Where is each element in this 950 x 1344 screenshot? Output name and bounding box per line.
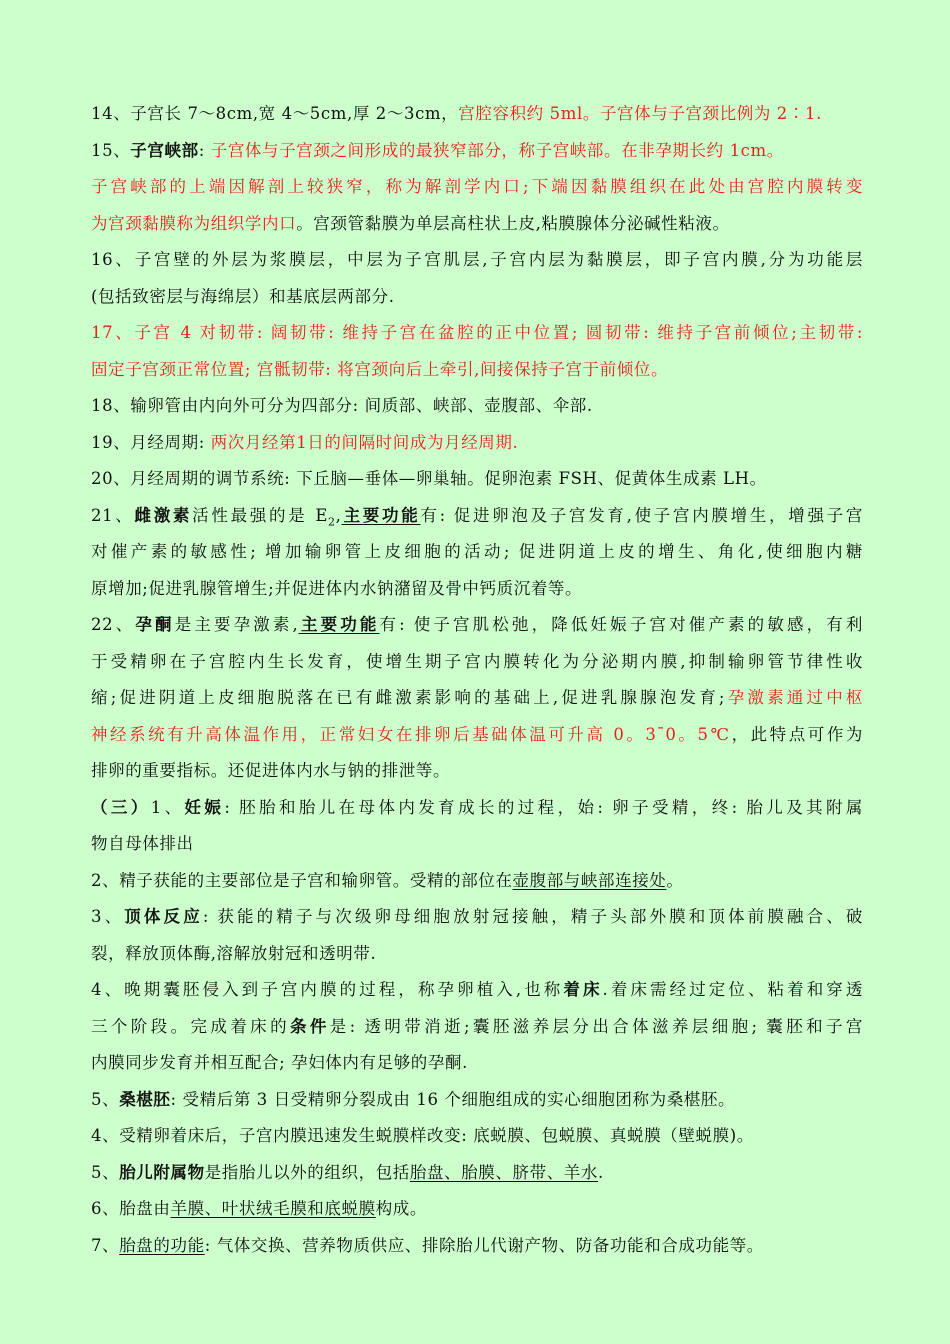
text-segment: (包括致密层与海绵层）和基底层两部分. [91, 286, 395, 306]
text-segment: 活性最强的是 E [192, 505, 329, 525]
text-segment: 18、输卵管由内向外可分为四部分: 间质部、峡部、壶腹部、伞部. [91, 396, 593, 415]
text-segment: 排卵的重要指标。还促进体内水与钠的排泄等。 [91, 761, 451, 780]
text-line [91, 1045, 863, 1082]
text-line [91, 790, 863, 827]
text-segment: 三个阶段。完成着床的 [91, 1016, 290, 1036]
text-segment: 是指胎儿以外的组织，包括 [204, 1162, 410, 1182]
text-line [91, 352, 863, 389]
text-line [91, 863, 863, 900]
text-line [91, 1009, 863, 1046]
text-line [91, 936, 863, 973]
highlighted-text: 两次月经第1日的间隔时间成为月经周期. [210, 432, 519, 452]
text-line [91, 1191, 863, 1228]
text-segment: 7、 [91, 1235, 120, 1255]
text-line [91, 279, 863, 316]
term-heading: 雌激素 [134, 505, 193, 525]
text-segment: 胎盘、胎膜、脐带、羊水 [409, 1162, 599, 1182]
text-segment: 原增加;促进乳腺管增生;并促进体内水钠潴留及骨中钙质沉着等。 [91, 578, 583, 598]
highlighted-text: 子宫峡部的上端因解剖上较狭窄，称为解剖学内口;下端因黏膜组织在此处由宫腔内膜转变 [91, 177, 863, 196]
highlighted-text: 固定子宫颈正常位置; 宫骶韧带: 将宫颈向后上牵引,间接保持子宫于前倾位。 [91, 359, 669, 379]
text-segment: : 胚胎和胎儿在母体内发育成长的过程，始: 卵子受精，终: 胎儿及其附属 [224, 797, 863, 817]
text-segment: : [198, 140, 211, 160]
text-segment: 15、 [91, 140, 131, 160]
text-segment: 2 [328, 514, 336, 528]
text-line [91, 899, 863, 936]
text-line [91, 96, 863, 133]
text-segment: 内膜同步发育并相互配合; 孕妇体内有足够的孕酮. [91, 1053, 468, 1072]
text-segment: 羊膜、叶状绒毛膜和底蜕膜 [170, 1199, 376, 1218]
text-segment: 是: 透明带消逝;囊胚滋养层分出合体滋养层细胞; 囊胚和子宫 [329, 1016, 863, 1036]
term-heading: 胎儿附属物 [119, 1162, 205, 1182]
text-line [91, 644, 863, 681]
text-segment: : 受精后第 3 日受精卵分裂成由 16 个细胞组成的实心细胞团称为桑椹胚。 [170, 1089, 736, 1109]
term-heading: 主要功能 [341, 505, 421, 525]
text-segment: 胎盘的功能 [119, 1235, 205, 1255]
text-line [91, 972, 863, 1009]
text-line [91, 607, 863, 644]
text-line [91, 1082, 863, 1119]
text-segment: .着床需经过定位、粘着和穿透 [602, 980, 863, 999]
highlighted-text: 神经系统有升高体温作用，正常妇女在排卵后基础体温可升高 0。3¯0。5℃ [91, 724, 732, 744]
text-segment: 21、 [91, 505, 135, 525]
text-line [91, 717, 863, 754]
text-segment: 物自母体排出 [91, 834, 194, 853]
text-line [91, 242, 863, 279]
text-segment: : 获能的精子与次级卵母细胞放射冠接触，精子头部外膜和顶体前膜融合、破 [202, 907, 863, 926]
text-line [91, 826, 863, 863]
text-line [91, 498, 863, 535]
text-segment: . [598, 1162, 604, 1182]
text-line [91, 680, 863, 717]
text-segment: 对催产素的敏感性; 增加输卵管上皮细胞的活动; 促进阴道上皮的增生、角化,使细胞内糖 [91, 542, 863, 561]
text-segment: ，此特点可作为 [731, 724, 863, 744]
term-heading: 条件 [289, 1016, 330, 1036]
text-segment: 1、 [150, 797, 185, 817]
text-segment: 构成。 [375, 1199, 428, 1218]
text-segment: 5、 [91, 1089, 120, 1109]
text-line [91, 753, 863, 790]
text-segment: 16、子宫壁的外层为浆膜层，中层为子宫肌层,子宫内层为黏膜层，即子宫内膜,分为功能层 [91, 250, 863, 269]
text-segment: 于受精卵在子宫腔内生长发育，使增生期子宫内膜转化为分泌期内膜,抑制输卵管节律性收 [91, 651, 863, 671]
document-body [91, 96, 863, 1264]
text-segment: 14、子宫长 7～8cm,宽 4～5cm,厚 2～3cm， [91, 104, 459, 123]
text-line [91, 315, 863, 352]
highlighted-text: 子宫体与子宫颈之间形成的最狭窄部分，称子宫峡部。在非孕期长约 1cm。 [210, 140, 784, 160]
text-line [91, 1118, 863, 1155]
text-segment: 20、月经周期的调节系统: 下丘脑—垂体—卵巢轴。促卵泡素 FSH、促黄体生成素 LH。 [91, 469, 767, 488]
text-segment: 22、 [91, 615, 136, 634]
text-line [91, 1228, 863, 1265]
text-line [91, 571, 863, 608]
term-heading: （三） [91, 797, 151, 817]
text-segment: : 气体交换、营养物质供应、排除胎儿代谢产物、防备功能和合成功能等。 [204, 1235, 764, 1255]
text-segment: 5、 [91, 1162, 120, 1182]
term-heading: 孕酮 [135, 615, 175, 634]
text-segment: 是主要孕激素, [174, 615, 299, 634]
term-heading: 主要功能 [298, 615, 380, 634]
term-heading: 桑椹胚 [119, 1089, 171, 1109]
text-line [91, 169, 863, 206]
highlighted-text: 宫腔容积约 5ml。子宫体与子宫颈比例为 2∶1. [458, 104, 822, 123]
text-segment: 6、胎盘由 [91, 1199, 171, 1218]
text-line [91, 534, 863, 571]
text-segment: 19、月经周期: [91, 432, 211, 452]
text-segment: 裂，释放顶体酶,溶解放射冠和透明带. [91, 943, 377, 963]
text-segment: , [335, 505, 342, 525]
text-segment: 2、精子获能的主要部位是子宫和输卵管。受精的部位在 [91, 870, 513, 890]
text-segment: 。宫颈管黏膜为单层高柱状上皮,粘膜腺体分泌碱性粘液。 [296, 213, 730, 233]
text-segment: 有: 使子宫肌松弛，降低妊娠子宫对催产素的敏感，有利 [379, 615, 863, 634]
text-line [91, 1155, 863, 1192]
term-heading: 子宫峡部 [130, 140, 199, 160]
text-segment: 4、受精卵着床后，子宫内膜迅速发生蜕膜样改变: 底蜕膜、包蜕膜、真蜕膜（壁蜕膜)。 [91, 1126, 754, 1145]
highlighted-text: 17、子宫 4 对韧带: 阔韧带: 维持子宫在盆腔的正中位置; 圆韧带: 维持子宫前倾位;主韧带: [91, 323, 863, 342]
text-segment: 3、 [91, 907, 125, 926]
term-heading: 妊娠 [184, 797, 225, 817]
text-line [91, 206, 863, 243]
text-segment: 壶腹部与峡部连接处 [512, 870, 667, 890]
term-heading: 顶体反应 [124, 907, 203, 926]
highlighted-text: 孕激素通过中枢 [725, 688, 863, 707]
text-line [91, 461, 863, 498]
text-segment: 4、晚期囊胚侵入到子宫内膜的过程，称孕卵植入,也称 [91, 980, 564, 999]
text-segment: 有: 促进卵泡及子宫发育,使子宫内膜增生，增强子宫 [420, 505, 863, 525]
text-segment: 。 [666, 870, 684, 890]
term-heading: 着床 [563, 980, 603, 999]
highlighted-text: 为宫颈黏膜称为组织学内口 [91, 213, 297, 233]
text-segment: 缩;促进阴道上皮细胞脱落在已有雌激素影响的基础上,促进乳腺腺泡发育; [91, 688, 726, 707]
text-line [91, 388, 863, 425]
text-line [91, 133, 863, 170]
text-line [91, 425, 863, 462]
